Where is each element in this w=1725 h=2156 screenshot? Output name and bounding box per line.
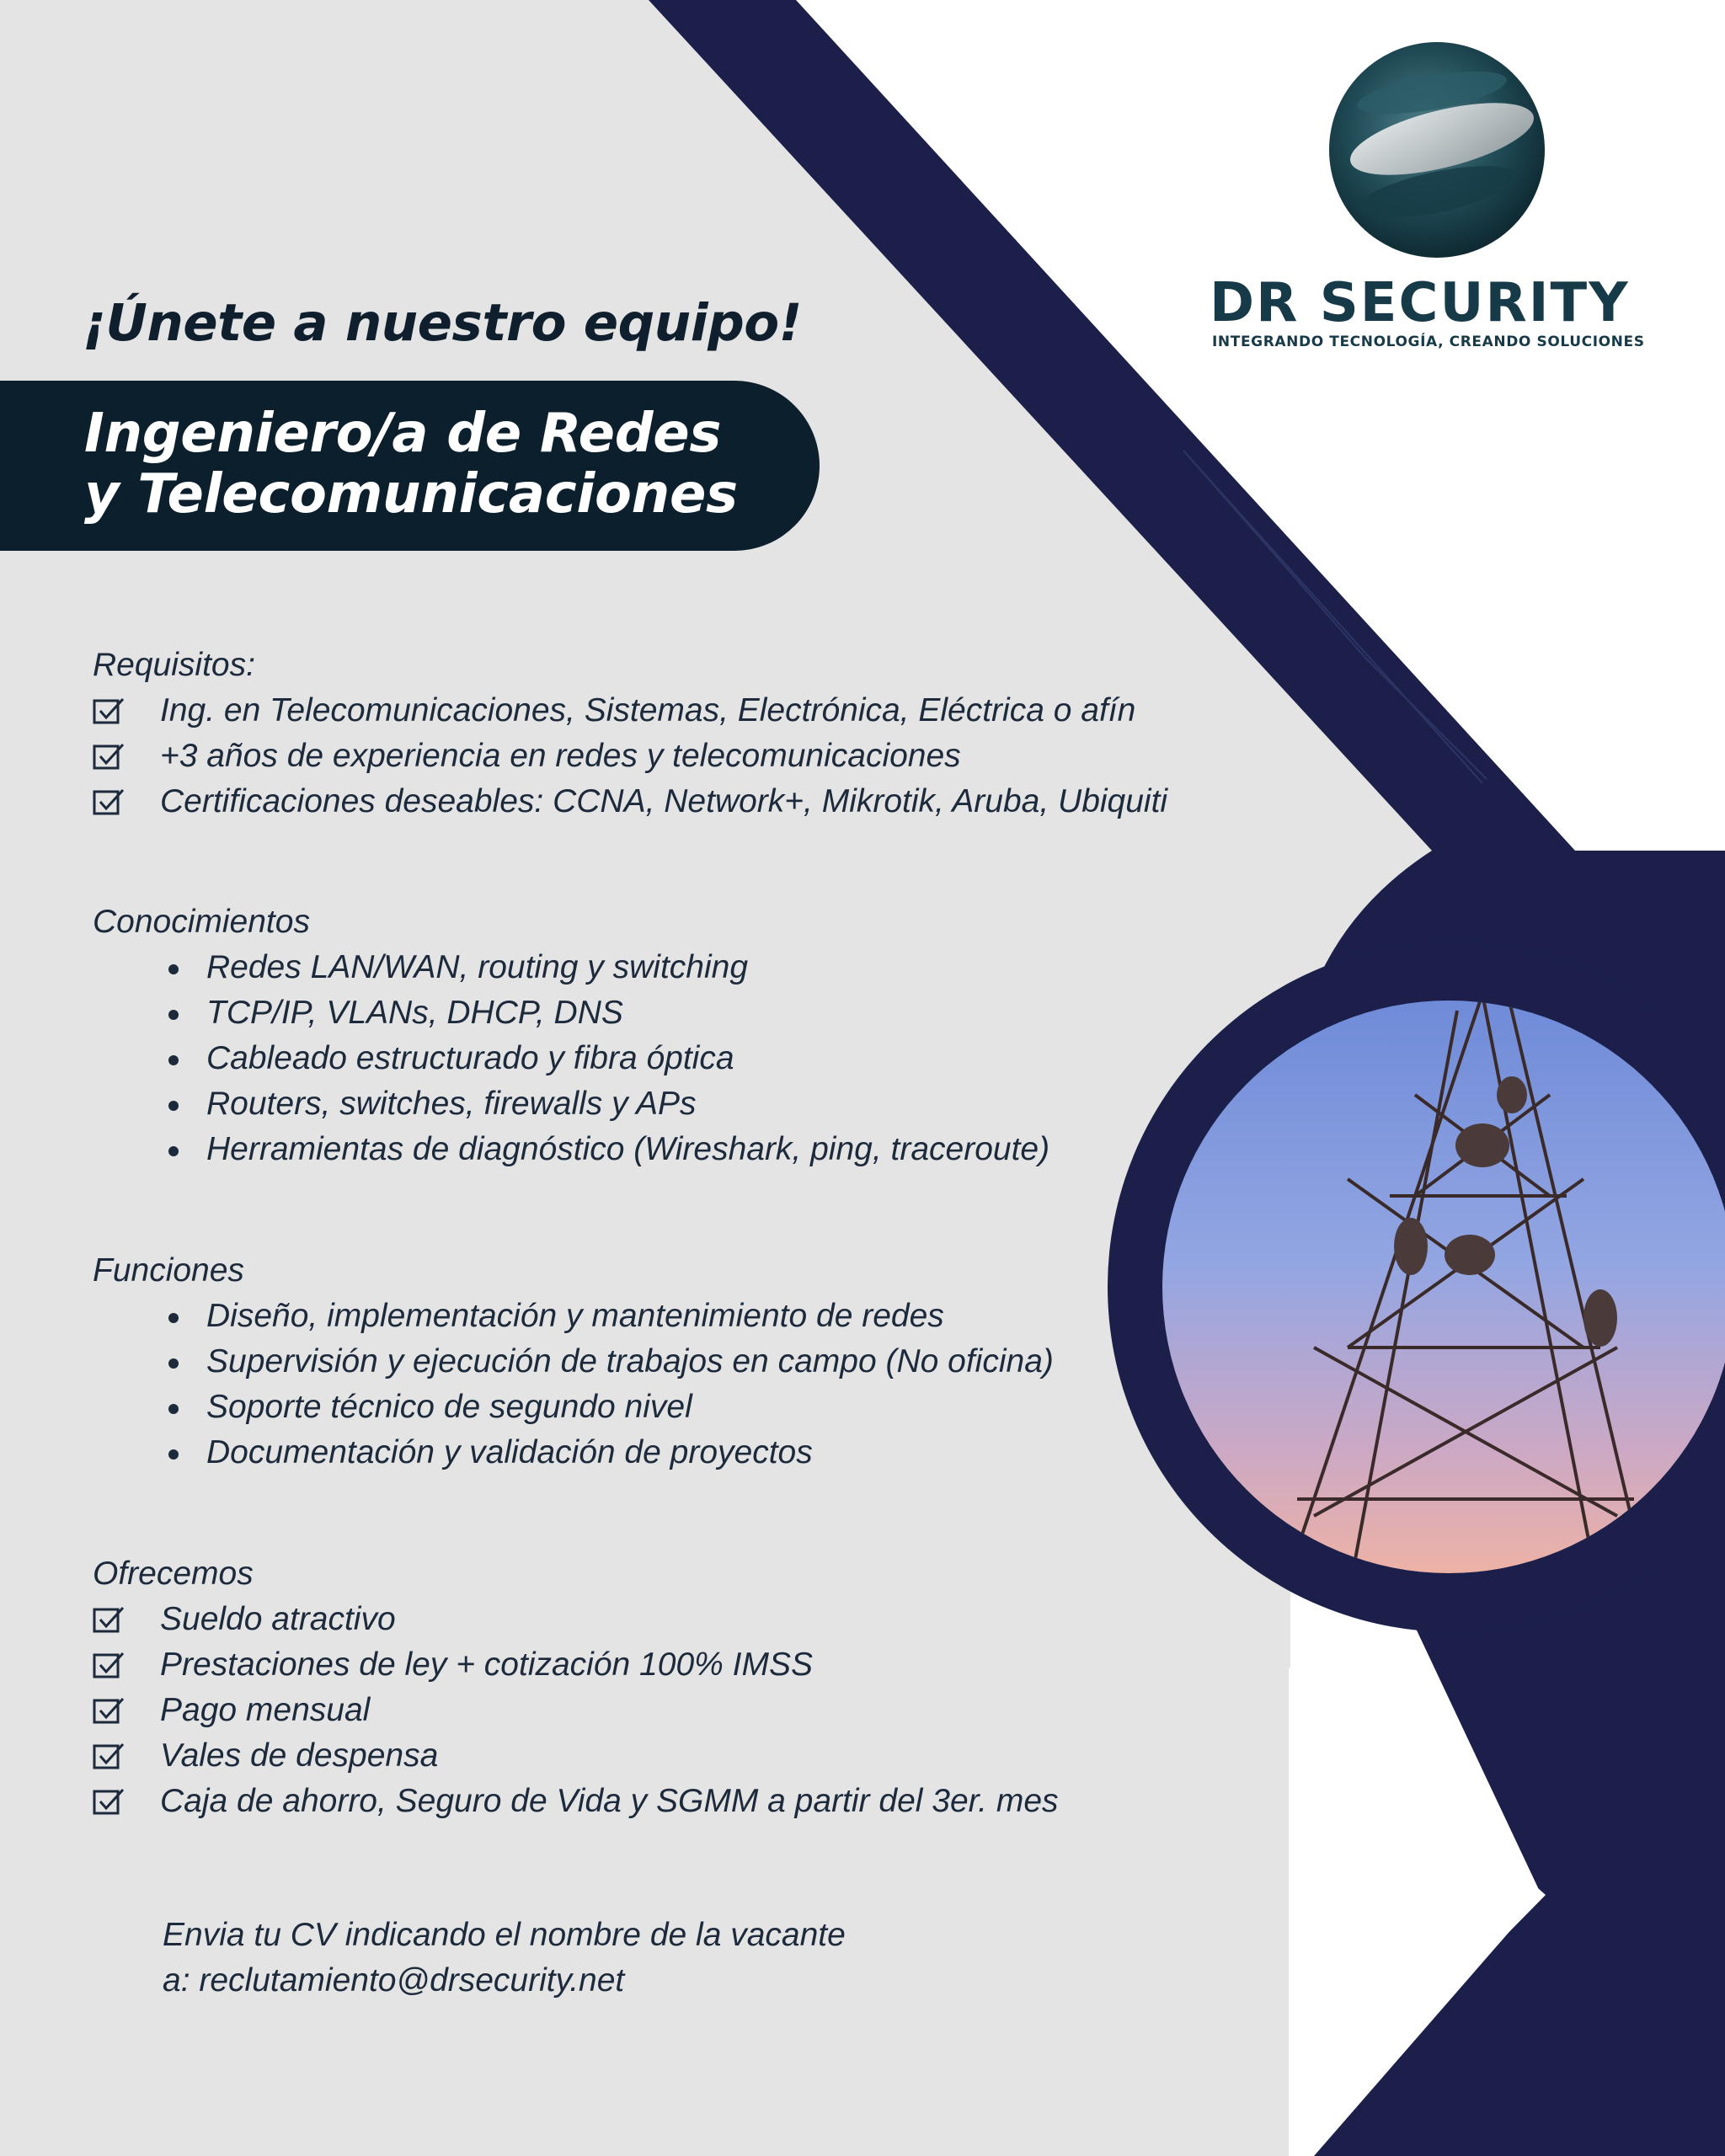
cta-email[interactable]: a: reclutamiento@drsecurity.net: [163, 1962, 625, 1999]
job-title-line2: y Telecomunicaciones: [84, 463, 738, 526]
bullet-icon: [168, 1101, 179, 1111]
logo-sphere-icon: [1329, 42, 1545, 258]
checkbox-icon: [93, 1742, 126, 1771]
job-title-line1: Ingeniero/a de Redes: [84, 403, 722, 465]
bullet-icon: [168, 1404, 179, 1414]
checkbox-icon: [93, 697, 126, 726]
ofrecemos-heading: Ofrecemos: [93, 1556, 254, 1592]
checkbox-icon: [93, 743, 126, 771]
checkbox-icon: [93, 1788, 126, 1817]
bullet-icon: [168, 1010, 179, 1020]
conocimientos-heading: Conocimientos: [93, 904, 310, 940]
cta-line1: Envia tu CV indicando el nombre de la vacante: [163, 1917, 846, 1953]
checkbox-icon: [93, 788, 126, 817]
requisitos-heading: Requisitos:: [93, 647, 255, 683]
bullet-icon: [168, 1055, 179, 1065]
brand-name: DR SECURITY: [1210, 272, 1630, 334]
checkbox-icon: [93, 1652, 126, 1680]
job-title-banner: [0, 381, 820, 551]
checkbox-icon: [93, 1697, 126, 1726]
brand-tagline: INTEGRANDO TECNOLOGÍA, CREANDO SOLUCIONES: [1212, 334, 1645, 350]
headline: ¡Únete a nuestro equipo!: [83, 293, 803, 353]
bullet-icon: [168, 1449, 179, 1460]
bullet-icon: [168, 1358, 179, 1369]
funciones-heading: Funciones: [93, 1252, 244, 1289]
bullet-icon: [168, 964, 179, 974]
bullet-icon: [168, 1146, 179, 1156]
checkbox-icon: [93, 1606, 126, 1635]
bullet-icon: [168, 1313, 179, 1323]
